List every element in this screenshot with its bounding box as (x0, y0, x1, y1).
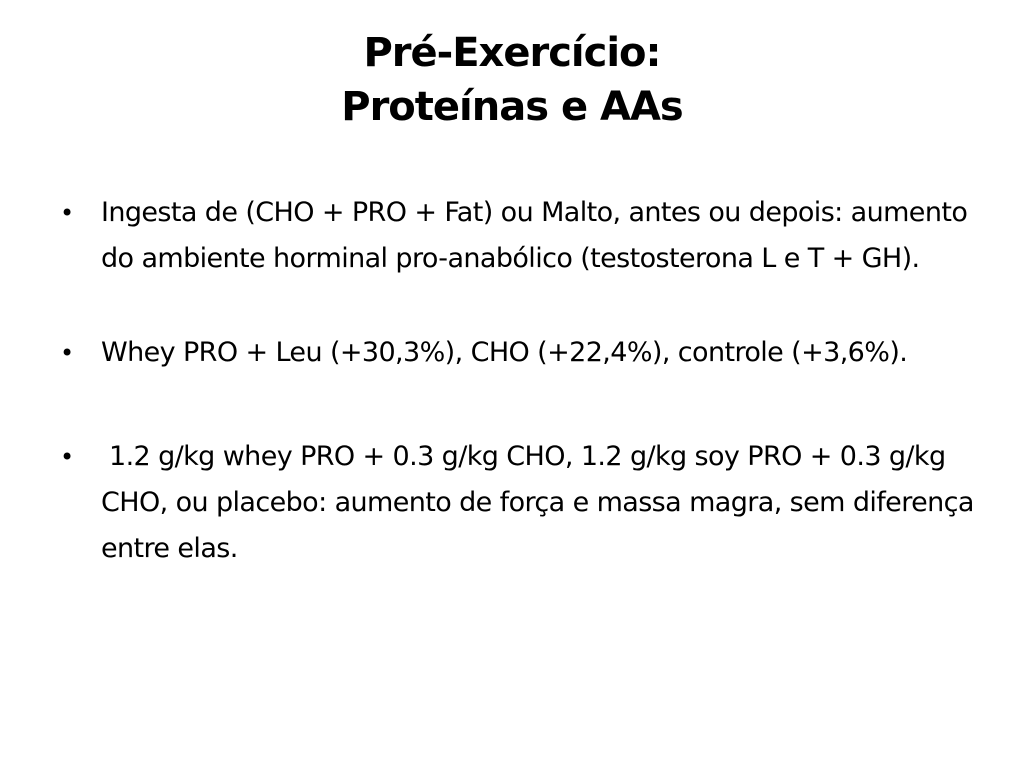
bullet-dot-icon: • (60, 199, 74, 227)
slide-title-line-1: Pré-Exercício: (363, 30, 661, 76)
bullet-item (56, 190, 976, 282)
bullet-item (56, 434, 982, 572)
bullet-text: Whey PRO + Leu (+30,3%), CHO (+22,4%), controle (+3,6%). (101, 337, 908, 368)
bullet-list (56, 190, 982, 572)
bullet-text: 1.2 g/kg whey PRO + 0.3 g/kg CHO, 1.2 g/kg soy PRO + 0.3 g/kg CHO, ou placebo: aumento de força e massa magra, sem diferença entre elas. (101, 441, 982, 564)
bullet-item (56, 330, 976, 376)
bullet-dot-icon: • (60, 443, 74, 471)
slide-title-line-2: Proteínas e AAs (341, 84, 683, 130)
bullet-dot-icon: • (60, 339, 74, 367)
slide-title (0, 26, 1024, 134)
bullet-text: Ingesta de (CHO + PRO + Fat) ou Malto, antes ou depois: aumento do ambiente horminal pro-anabólico (testosterona L e T + GH). (101, 197, 968, 274)
